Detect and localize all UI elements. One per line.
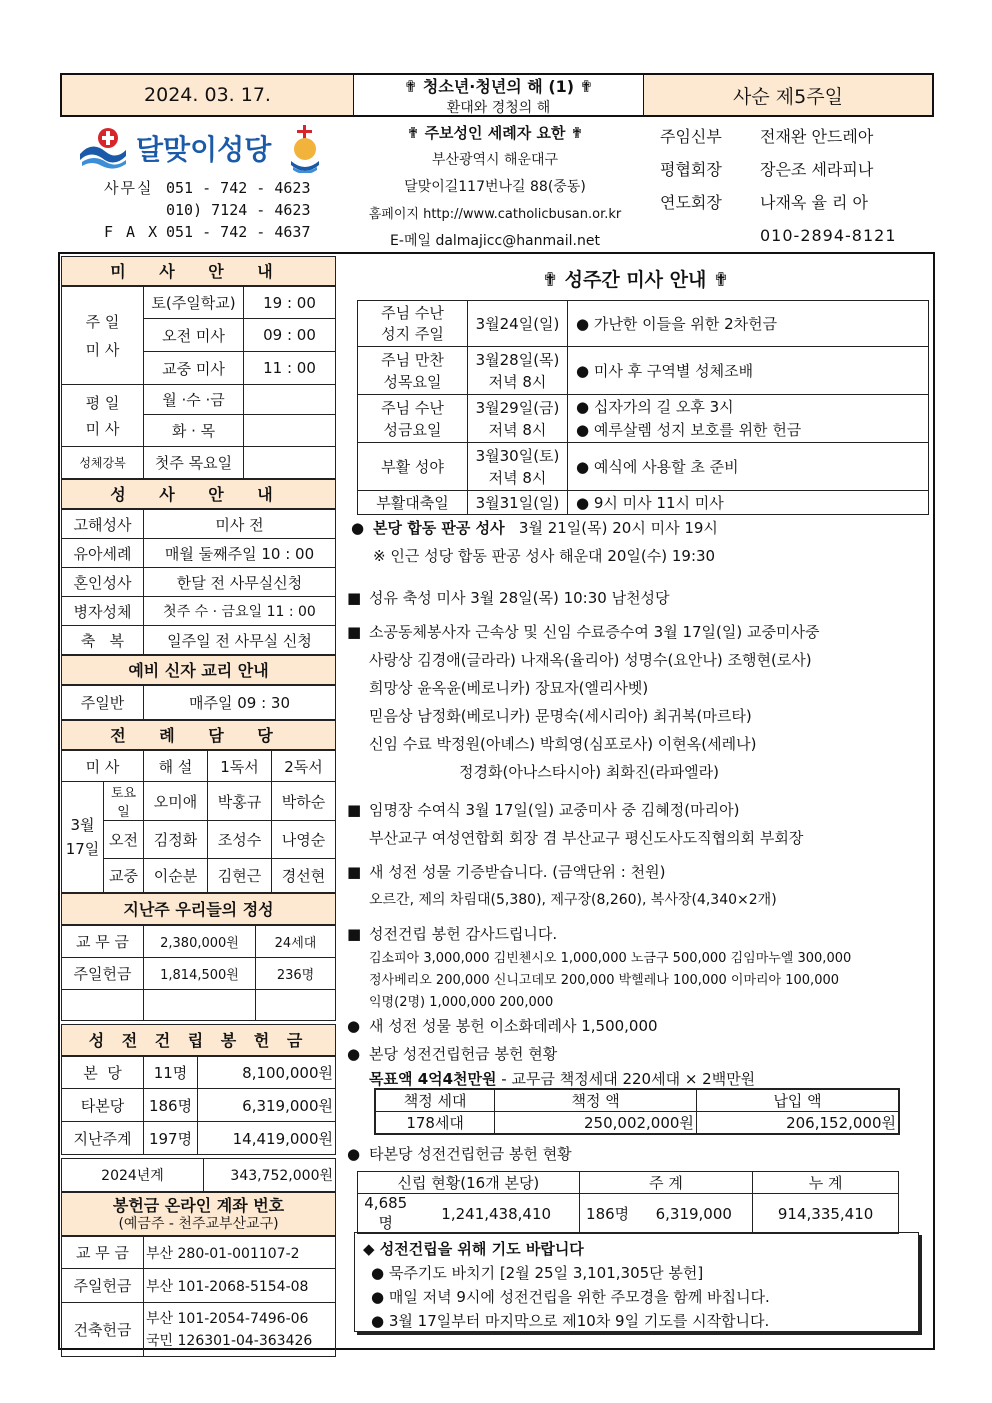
status-header: 책정 세대 xyxy=(375,1089,495,1112)
sacrament-name: 축 복 xyxy=(62,626,144,655)
offering-amount: 2,380,000원 xyxy=(144,926,256,958)
adoration-label: 성체강복 xyxy=(62,447,144,479)
sacrament-detail: 매월 둘째주일 10 : 00 xyxy=(144,539,336,568)
online-section-title xyxy=(61,1192,336,1236)
offering-count: 24세대 xyxy=(256,926,336,958)
holyweek-date: 3월31일(일) xyxy=(468,491,568,515)
offering-section-title: 지난주 우리들의 정성 xyxy=(61,893,336,925)
holyweek-note: ● 예루살렘 성지 보호를 위한 헌금 xyxy=(576,420,802,439)
sacrament-table xyxy=(61,509,336,655)
bulletin-date: 2024. 03. 17. xyxy=(62,75,354,115)
appointment-role: 부산교구 여성연합회 회장 겸 부산교구 평신도사도직협의회 부회장 xyxy=(369,829,804,847)
mobile-label xyxy=(104,199,166,221)
other-participants: 4,685명 xyxy=(358,1194,414,1234)
email-link[interactable]: E-메일 dalmajicc@hanmail.net xyxy=(390,233,600,249)
sacrament-name: 병자성체 xyxy=(62,597,144,626)
holyweek-day: 주님 만찬 성목요일 xyxy=(358,347,468,395)
homepage-link[interactable]: 홈페이지 http://www.catholicbusan.or.kr xyxy=(368,207,622,222)
building-amount: 8,100,000원 xyxy=(198,1057,336,1089)
sacrament-name: 혼인성사 xyxy=(62,568,144,597)
status-paid: 206,152,000원 xyxy=(696,1112,899,1135)
fax-label: F A X xyxy=(104,223,160,241)
notice-awards xyxy=(347,618,937,786)
parish-logo xyxy=(78,120,328,175)
holyweek-day: 부활대축일 xyxy=(358,491,468,515)
staff-role: 연도회장 xyxy=(660,193,722,212)
staff-name: 전재완 안드레아 xyxy=(760,127,874,146)
holyweek-date: 3월28일(목) 저녁 8시 xyxy=(468,347,568,395)
bullet-icon: ■ xyxy=(347,623,362,641)
bullet-icon: ■ xyxy=(347,801,362,819)
mass-time: 11 : 00 xyxy=(244,352,336,385)
holyweek-note: ● 십자가의 길 오후 3시 xyxy=(576,397,734,416)
staff-role: 평협회장 xyxy=(660,160,722,179)
award-line: 믿음상 남정화(베로니카) 문명숙(세시리아) 최귀복(마르타) xyxy=(369,707,752,725)
moon-cross-icon xyxy=(285,123,325,173)
account-type: 건축헌금 xyxy=(62,1303,144,1357)
sacrament-name: 고해성사 xyxy=(62,510,144,539)
penance-note: ※ 인근 성당 합동 판공 성사 해운대 20일(수) 19:30 xyxy=(373,547,716,565)
year-theme xyxy=(354,75,644,115)
status-title: 본당 성전건립헌금 봉헌 현황 xyxy=(369,1045,558,1063)
building-count: 186명 xyxy=(144,1089,198,1122)
building-parish: 타본당 xyxy=(62,1089,144,1122)
bullet-icon: ■ xyxy=(347,863,362,881)
notice-items xyxy=(347,858,937,914)
notice-newitem xyxy=(347,1012,937,1040)
building-amount: 14,419,000원 xyxy=(198,1122,336,1155)
other-header: 신립 현황(16개 본당) xyxy=(358,1172,580,1194)
bullet-icon: ■ xyxy=(347,925,362,943)
theme-title: ✟ 청소년·청년의 해 (1) ✟ xyxy=(403,76,594,96)
year-total-label: 2024년계 xyxy=(62,1159,204,1192)
header-band xyxy=(60,73,934,117)
holyweek-note: ● 예식에 사용할 초 준비 xyxy=(568,443,929,491)
bullet-icon: ● xyxy=(347,1045,361,1063)
prayer-line: ● 묵주기도 바치기 [2월 25일 3,101,305단 봉헌] xyxy=(371,1264,704,1282)
notice-thanks xyxy=(347,920,937,1014)
prayer-line: ● 3월 17일부터 마지막으로 제10차 9일 기도를 시작합니다. xyxy=(371,1312,770,1330)
adoration-value: 첫주 목요일 xyxy=(144,447,244,479)
patron-saint: ✟ 주보성인 세례자 요한 ✟ xyxy=(406,124,584,142)
prayer-line: ● 매일 저녁 9시에 성전건립을 위한 주모경을 함께 바칩니다. xyxy=(371,1288,770,1306)
other-total: 914,335,410 xyxy=(753,1194,899,1234)
building-year-table xyxy=(61,1158,336,1192)
mass-time: 19 : 00 xyxy=(244,287,336,319)
award-line: 사랑상 김경애(글라라) 나재옥(율리아) 성명수(요안나) 조행현(로사) xyxy=(369,651,812,669)
weekday-days: 화 · 목 xyxy=(144,415,244,447)
other-title: 타본당 성전건립헌금 봉헌 현황 xyxy=(369,1145,572,1163)
office-phone: 051 - 742 - 4623 xyxy=(166,179,311,197)
left-column xyxy=(61,256,336,1357)
sacrament-section-title: 성 사 안 내 xyxy=(61,479,336,509)
second-reader: 경선현 xyxy=(272,859,336,893)
award-title: 소공동체봉사자 근속상 및 신임 수료증수여 3월 17일(일) 교중미사중 xyxy=(369,623,820,641)
other-parish-table xyxy=(357,1171,899,1234)
items-list: 오르간, 제의 차림대(5,380), 제구장(8,260), 복사장(4,340×2개) xyxy=(369,892,777,908)
liturgy-header: 2독서 xyxy=(272,751,336,782)
liturgy-section-title: 전 례 담 당 xyxy=(61,720,336,750)
parish-staff xyxy=(660,120,920,252)
staff-name: 나재옥 율 리 아 xyxy=(760,193,868,212)
building-section-title: 성 전 건 립 봉 헌 금 xyxy=(61,1024,336,1056)
items-title: 새 성전 성물 기증받습니다. (금액단위 : 천원) xyxy=(369,863,666,881)
liturgy-header: 1독서 xyxy=(208,751,272,782)
holyweek-date: 3월29일(금) 저녁 8시 xyxy=(468,395,568,443)
liturgy-header: 미 사 xyxy=(62,751,144,782)
award-line: 희망상 윤옥윤(베로니카) 장묘자(엘리사벳) xyxy=(369,679,649,697)
building-parish: 본 당 xyxy=(62,1057,144,1089)
liturgy-mass: 오전 xyxy=(104,821,144,859)
sacrament-detail: 한달 전 사무실신청 xyxy=(144,568,336,597)
other-cumulative-amount: 1,241,438,410 xyxy=(414,1194,580,1234)
weekday-mass-label: 평 일 미 사 xyxy=(62,385,144,447)
liturgical-sunday: 사순 제5주일 xyxy=(644,75,932,115)
catechism-table xyxy=(61,685,336,720)
account-number: 국민 126301-04-363426 xyxy=(146,1332,313,1349)
address-line-2: 달맞이길117번나길 88(중동) xyxy=(404,179,586,195)
commentator: 오미애 xyxy=(144,782,208,821)
mobile-phone: 010) 7124 - 4623 xyxy=(166,201,311,219)
mass-table xyxy=(61,286,336,479)
building-count: 11명 xyxy=(144,1057,198,1089)
account-number: 부산 280-01-001107-2 xyxy=(144,1237,336,1269)
offering-count: 236명 xyxy=(256,958,336,990)
notice-building-status xyxy=(347,1040,937,1090)
staff-role: 주임신부 xyxy=(660,127,722,146)
first-reader: 박홍규 xyxy=(208,782,272,821)
appointment-text: 임명장 수여식 3월 17일(일) 교중미사 중 김혜정(마리아) xyxy=(369,801,740,819)
first-reader: 조성수 xyxy=(208,821,272,859)
status-header: 책정 액 xyxy=(495,1089,697,1112)
second-reader: 박하순 xyxy=(272,782,336,821)
thanks-line: 김소피아 3,000,000 김빈첸시오 1,000,000 노금구 500,000 김임마누엘 300,000 xyxy=(369,951,852,966)
offering-type: 주일헌금 xyxy=(62,958,144,990)
building-parish: 지난주계 xyxy=(62,1122,144,1155)
bullet-icon: ● xyxy=(347,1017,361,1035)
mass-name: 교중 미사 xyxy=(144,352,244,385)
commentator: 김정화 xyxy=(144,821,208,859)
other-header: 누 계 xyxy=(753,1172,899,1194)
notice-other-parish xyxy=(347,1140,937,1168)
liturgy-header: 해 설 xyxy=(144,751,208,782)
mass-name: 오전 미사 xyxy=(144,319,244,352)
holyweek-day: 부활 성야 xyxy=(358,443,468,491)
holyweek-date: 3월30일(토) 저녁 8시 xyxy=(468,443,568,491)
award-line: 정경화(아나스타시아) 최화진(라파엘라) xyxy=(459,763,720,781)
status-header: 납입 액 xyxy=(696,1089,899,1112)
address-line-1: 부산광역시 해운대구 xyxy=(431,152,559,168)
online-title: 봉헌금 온라인 계좌 번호 xyxy=(112,1196,285,1215)
newitem-text: 새 성전 성물 봉헌 이소화데레사 1,500,000 xyxy=(369,1017,658,1035)
parish-name: 달맞이성당 xyxy=(136,132,272,166)
chrism-text: 성유 축성 미사 3월 28일(목) 10:30 남천성당 xyxy=(369,589,670,607)
bullet-icon: ■ xyxy=(347,589,362,607)
liturgy-table xyxy=(61,750,336,893)
office-label: 사무실 xyxy=(104,179,154,197)
theme-subtitle: 환대와 경청의 해 xyxy=(446,99,551,116)
thanks-line: 익명(2명) 1,000,000 200,000 xyxy=(369,995,554,1010)
notice-penance xyxy=(351,514,941,570)
catechism-section-title: 예비 신자 교리 안내 xyxy=(61,655,336,685)
other-header: 주 계 xyxy=(579,1172,752,1194)
prayer-box xyxy=(354,1232,919,1332)
prayer-title: ◆ 성전건립을 위해 기도 바랍니다 xyxy=(363,1240,584,1258)
staff-name: 장은조 세라피나 xyxy=(760,160,874,179)
notice-appointment xyxy=(347,796,937,852)
mass-section-title: 미 사 안 내 xyxy=(61,256,336,286)
staff-phone: 010-2894-8121 xyxy=(760,226,897,245)
penance-title: 본당 합동 판공 성사 xyxy=(373,519,505,537)
online-holder: (예금주 - 천주교부산교구) xyxy=(118,1216,279,1232)
holyweek-date: 3월24일(일) xyxy=(468,301,568,347)
holyweek-table xyxy=(357,300,929,515)
offering-amount: 1,814,500원 xyxy=(144,958,256,990)
other-week-amount: 6,319,000 xyxy=(635,1194,752,1234)
office-contacts xyxy=(104,177,311,243)
sacrament-name: 유아세례 xyxy=(62,539,144,568)
liturgy-mass: 교중 xyxy=(104,859,144,893)
bullet-icon: ● xyxy=(347,1145,361,1163)
account-table xyxy=(61,1236,336,1357)
thanks-line: 정사베리오 200,000 신니고데모 200,000 박헬레나 100,000 이마리아 100,000 xyxy=(369,973,840,988)
sacrament-detail: 첫주 수 · 금요일 11 : 00 xyxy=(144,597,336,626)
mass-name: 토(주일학교) xyxy=(144,287,244,319)
weekday-days: 월 ·수 ·금 xyxy=(144,385,244,415)
status-pledged: 250,002,000원 xyxy=(495,1112,697,1135)
goal-detail: - 교무금 책정세대 220세대 × 2백만원 xyxy=(496,1070,756,1088)
goal-amount: 목표액 4억4천만원 xyxy=(369,1070,497,1088)
second-reader: 나영순 xyxy=(272,821,336,859)
status-households: 178세대 xyxy=(375,1112,495,1135)
holyweek-day: 주님 수난 성금요일 xyxy=(358,395,468,443)
sacrament-detail: 미사 전 xyxy=(144,510,336,539)
sunday-mass-label: 주 일 미 사 xyxy=(62,287,144,385)
commentator: 이순분 xyxy=(144,859,208,893)
liturgy-mass: 토요일 xyxy=(104,782,144,821)
building-table xyxy=(61,1056,336,1155)
thanks-title: 성전건립 봉헌 감사드립니다. xyxy=(369,925,558,943)
liturgy-date: 3월 17일 xyxy=(62,782,104,893)
building-count: 197명 xyxy=(144,1122,198,1155)
account-number: 부산 101-2054-7496-06 xyxy=(146,1310,309,1327)
parish-info xyxy=(345,120,645,255)
parish-emblem-icon xyxy=(78,126,128,170)
penance-time: 3월 21일(목) 20시 미사 19시 xyxy=(518,519,718,537)
weekday-time xyxy=(244,385,336,415)
bullet-icon: ● xyxy=(351,519,365,537)
mass-time: 09 : 00 xyxy=(244,319,336,352)
status-table xyxy=(374,1088,900,1135)
fax-number: 051 - 742 - 4637 xyxy=(166,223,311,241)
year-total-value: 343,752,000원 xyxy=(204,1159,336,1192)
holyweek-note: ● 미사 후 구역별 성체조배 xyxy=(568,347,929,395)
weekday-time xyxy=(244,415,336,447)
notice-chrism xyxy=(347,584,937,612)
sacrament-detail: 일주일 전 사무실 신청 xyxy=(144,626,336,655)
other-week-count: 186명 xyxy=(579,1194,635,1234)
account-number: 부산 101-2068-5154-08 xyxy=(144,1269,336,1303)
holyweek-title: ✟ 성주간 미사 안내 ✟ xyxy=(542,269,729,291)
catechism-time: 매주일 09 : 30 xyxy=(144,686,336,720)
holyweek-note: ● 가난한 이들을 위한 2차헌금 xyxy=(568,301,929,347)
right-column xyxy=(343,256,928,1346)
holyweek-day: 주님 수난 성지 주일 xyxy=(358,301,468,347)
first-reader: 김현근 xyxy=(208,859,272,893)
account-type: 교 무 금 xyxy=(62,1237,144,1269)
account-type: 주일헌금 xyxy=(62,1269,144,1303)
holyweek-note: ● 9시 미사 11시 미사 xyxy=(568,491,929,515)
offering-table xyxy=(61,925,336,1021)
building-amount: 6,319,000원 xyxy=(198,1089,336,1122)
award-line: 신임 수료 박정원(아녜스) 박희영(심포로사) 이현옥(세레나) xyxy=(369,735,757,753)
offering-type: 교 무 금 xyxy=(62,926,144,958)
catechism-class: 주일반 xyxy=(62,686,144,720)
